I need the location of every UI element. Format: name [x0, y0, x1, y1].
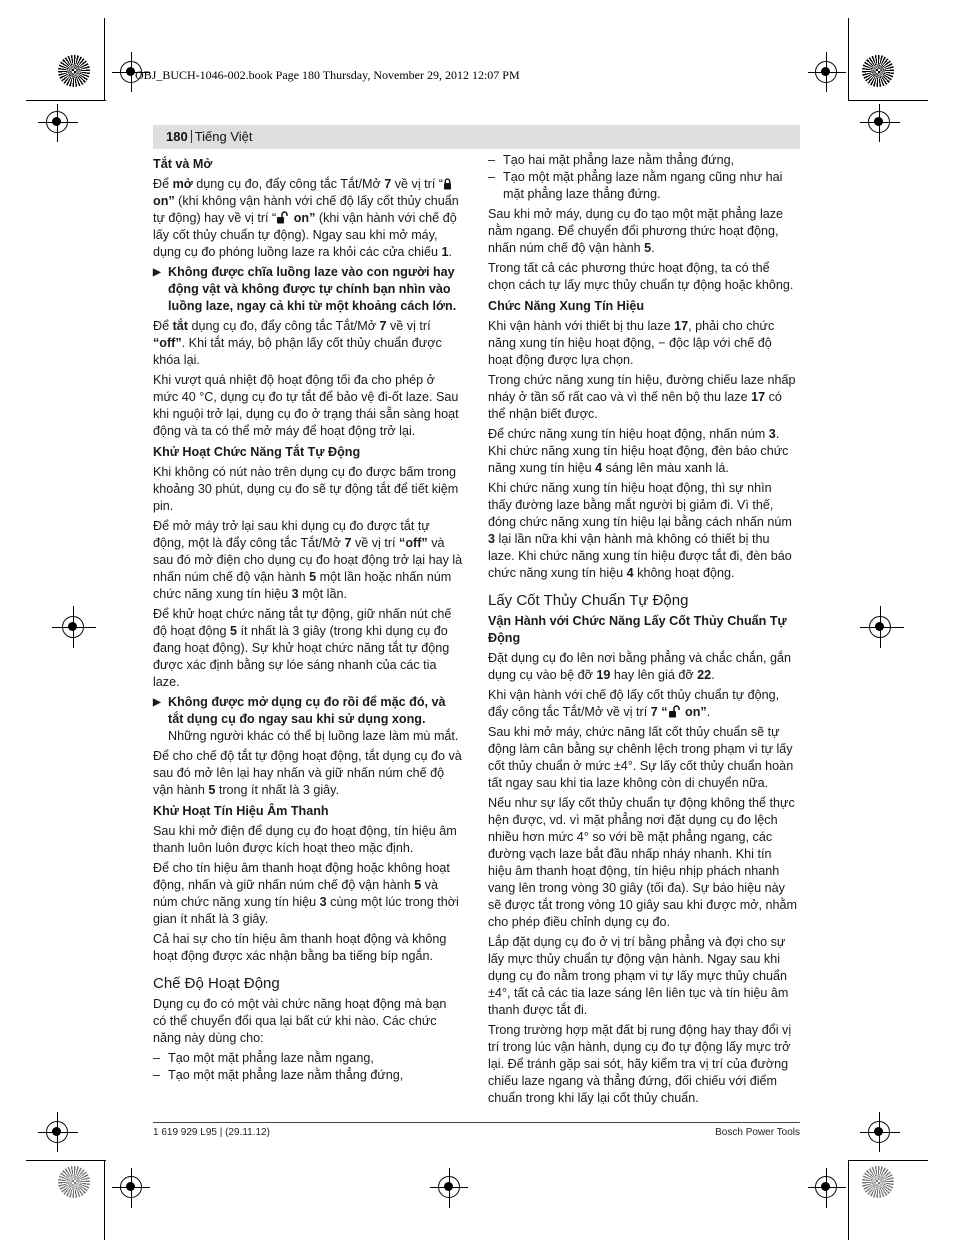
paragraph-pulse-2: Trong chức năng xung tín hiệu, đường chiếu laze nhấp nháy ở tần số rất cao và vì thế nên bộ thu laze 17 có thể nhận biết được. — [488, 373, 796, 421]
crop-mark — [26, 100, 106, 101]
registration-target — [868, 1121, 890, 1143]
registration-target — [815, 61, 837, 83]
crop-mark — [26, 1160, 106, 1161]
paragraph-pulse-3: Để chức năng xung tín hiệu hoạt động, nhấn núm 3. Khi chức năng xung tín hiệu hoạt động, đèn báo chức năng xung tín hiệu 4 sáng lên màu xanh lá. — [488, 427, 789, 475]
paragraph-sound-2: Để cho tín hiệu âm thanh hoạt động hoặc không hoạt động, nhấn và giữ nhấn núm chế độ vận hành 5 và núm chức năng xung tín hiệu 3 cùng một lúc trong thời gian ít nhất là 3 giây. — [153, 861, 459, 926]
registration-target — [120, 1176, 142, 1198]
paragraph-levelling-5: Lắp đặt dụng cụ đo ở vị trí bằng phẳng và đợi cho sự lấy mực thủy chuẩn tự động vận hành. Ngay sau khi dụng cụ đo nằm trong phạm vi tự lấy mực thủy chuẩn ±4°, tất cả các tia laze sáng lên liên tục và tín hiệu âm thanh được tắt đi. — [488, 935, 789, 1017]
warning-unattended: ▶ Không được mở dụng cụ đo rồi để mặc đó, và tắt dụng cụ đo ngay sau khi sử dụng xong. Những người khác có thể bị luồng laze làm mù mắt. — [153, 695, 459, 743]
paragraph-temperature: Khi vượt quá nhiệt độ hoạt động tối đa cho phép ở mức 40 °C, dụng cụ đo tự tắt để bảo vệ đi-ốt laze. Sau khi nguội trở lại, dụng cụ đo ở trạng thái sẵn sàng hoạt động và ta có thể mở máy để hoạt động trở lại. — [153, 373, 459, 438]
color-bar-starburst — [58, 1166, 90, 1198]
paragraph-levelling-6: Trong trường hợp mặt đất bị rung động hay thay đổi vị trí trong lúc vận hành, dụng cụ đo tự động lấy mực trở lại. Để tránh gặp sai sót, hãy kiểm tra vị trí của đường chiếu laze ngang và thẳng đứng, đối chiếu với điểm chuẩn trong khi lấy lại cốt thủy chuẩn. — [488, 1023, 792, 1105]
triangle-bullet-icon: ▶ — [153, 267, 161, 278]
crop-mark — [848, 100, 928, 101]
crop-mark — [848, 1160, 928, 1161]
paragraph-mode-levelling: Trong tất cả các phương thức hoạt động, ta có thể chọn cách tự lấy mực thủy chuẩn tự động hoặc không. — [488, 261, 794, 292]
left-column — [153, 152, 463, 1084]
registration-target — [62, 616, 84, 638]
paragraph-auto-off-3: Để khử hoạt chức năng tắt tự động, giữ nhấn nút chế độ hoạt động 5 ít nhất là 3 giây (trong khi dụng cụ đo đang hoạt động). Sự khử hoạt chức năng tắt tự động được xác định bằng sự lóe sáng nhanh của các tia laze. — [153, 607, 452, 689]
paragraph-auto-off-4: Để cho chế độ tắt tự động hoạt động, tắt dụng cụ đo và sau đó mở lên lại hay nhấn và giữ nhấn núm chế độ vận hành 5 trong ít nhất là 3 giây. — [153, 749, 462, 797]
list-item: – Tạo hai mặt phẳng laze nằm thẳng đứng, — [488, 153, 735, 167]
crop-mark — [104, 18, 105, 100]
registration-target — [438, 1176, 460, 1198]
heading-pulse: Chức Năng Xung Tín Hiệu — [488, 299, 645, 313]
print-info: OBJ_BUCH-1046-002.book Page 180 Thursday, November 29, 2012 12:07 PM — [135, 68, 520, 82]
heading-levelling-operation: Vận Hành với Chức Năng Lấy Cốt Thủy Chuẩn Tự Động — [488, 614, 787, 645]
crop-mark — [848, 18, 849, 100]
list-item: – Tạo một mặt phẳng laze nằm thẳng đứng, — [153, 1068, 404, 1082]
registration-target — [46, 111, 68, 133]
heading-sound: Khử Hoạt Tín Hiệu Âm Thanh — [153, 804, 329, 818]
registration-target — [46, 1121, 68, 1143]
lock-icon — [443, 178, 452, 190]
paragraph-levelling-3: Sau khi mở máy, chức năng lất cốt thủy chuẩn sẽ tự động làm cân bằng sự chênh lệch trong phạm vi tự lấy cốt thủy chuẩn ở mức ±4°. Sự lấy cốt thủy chuẩn hoàn tất ngay sau khi tia laze không còn di chuyển nữa. — [488, 725, 794, 790]
heading-auto-levelling: Lấy Cốt Thủy Chuẩn Tự Động — [488, 592, 689, 609]
heading-auto-off: Khử Hoạt Chức Năng Tắt Tự Động — [153, 445, 361, 459]
paragraph-switch-off: Để tắt dụng cụ đo, đẩy công tắc Tắt/Mở 7 về vị trí “off”. Khi tắt máy, bộ phận lấy cốt thủy chuẩn được khóa lại. — [153, 319, 442, 367]
paragraph-pulse-1: Khi vận hành với thiết bị thu laze 17, phải cho chức năng xung tín hiệu hoạt động, − độc lập với chế độ hoạt động được lựa chọn. — [488, 319, 775, 367]
list-item: – Tạo một mặt phẳng laze nằm ngang cũng như hai mặt phẳng laze thẳng đứng. — [488, 170, 783, 201]
footer-rule — [153, 1122, 800, 1123]
registration-target — [815, 1176, 837, 1198]
unlock-icon — [668, 705, 682, 718]
triangle-bullet-icon: ▶ — [153, 697, 161, 708]
registration-target — [869, 616, 891, 638]
paragraph-modes: Dụng cụ đo có một vài chức năng hoạt động mà bạn có thể chuyển đổi qua lại bất cứ khi nào. Các chức năng này dùng cho: — [153, 997, 447, 1045]
warning-laser-eyes: ▶ Không được chĩa luồng laze vào con người hay động vật và không được tự chính bạn nhìn vào luồng laze, ngay cả khi từ một khoảng cách lớn. — [153, 265, 457, 313]
paragraph-levelling-2: Khi vận hành với chế độ lấy cốt thủy chuẩn tự động, đẩy công tắc Tắt/Mở về vị trí 7 “ on”. — [488, 688, 780, 719]
paragraph-auto-off-2: Để mở máy trở lại sau khi dụng cụ đo được tắt tự động, một là đẩy công tắc Tắt/Mở 7 về vị trí “off” và sau đó mở điện cho dụng cụ đo hoạt động trở lại hay là nhấn núm chế độ vận hành 5 một lần hoặc nhấn núm chức năng xung tín hiệu 3 một lần. — [153, 519, 463, 601]
paragraph-sound-1: Sau khi mở điện để dụng cụ đo hoạt động, tín hiệu âm thanh luôn luôn được kích hoạt theo mặc định. — [153, 824, 457, 855]
page-header — [166, 129, 253, 144]
footer-brand: Bosch Power Tools — [715, 1127, 800, 1138]
heading-on-off: Tắt và Mở — [153, 157, 213, 171]
color-bar-starburst — [862, 1166, 894, 1198]
paragraph-switch-on: Để mở dụng cụ đo, đẩy công tắc Tắt/Mở 7 về vị trí “ on” (khi không vận hành với chế độ lấy cốt thủy chuẩn tự động) hay về vị trí “ on” (khi vận hành với chế độ lấy cốt thủy chuẩn tự động). Ngay sau khi mở máy, dụng cụ đo phóng luồng laze ra khỏi các cửa chiếu 1. — [153, 177, 459, 259]
right-column — [488, 152, 798, 1110]
registration-target — [868, 111, 890, 133]
paragraph-mode-switch: Sau khi mở máy, dụng cụ đo tạo một mặt phẳng laze nằm ngang. Để chuyển đổi phương thức hoạt động, nhấn núm chế độ vận hành 5. — [488, 207, 784, 255]
footer-doc-id: 1 619 929 L95 | (29.11.12) — [153, 1127, 270, 1138]
color-bar-starburst — [58, 55, 90, 87]
unlock-icon — [276, 211, 290, 224]
header-separator — [191, 130, 192, 143]
crop-mark — [848, 1160, 849, 1240]
heading-operating-modes: Chế Độ Hoạt Động — [153, 975, 280, 992]
paragraph-pulse-4: Khi chức năng xung tín hiệu hoạt động, thì sự nhìn thấy đường laze bằng mắt người bị giảm đi. Vì thế, đóng chức năng xung tín hiệu lại bằng cách nhấn núm 3 lại lần nữa khi vận hành mà không có thiết bị thu laze. Khi chức năng xung tín hiệu được tắt đi, đèn báo chức năng xung tín hiệu 4 không hoạt động. — [488, 481, 792, 580]
header-language: Tiếng Việt — [194, 129, 253, 144]
paragraph-levelling-4: Nếu như sự lấy cốt thủy chuẩn tự động không thể thực hện được, vd. vì mặt phẳng nơi đặt dụng cụ đo lệch nhiều hơn mức 4° so với bề mặt phẳng ngang, các đường vạch laze bắt đầu nhấp nháy nhanh. Khi tín hiệu âm thanh hoạt động, tín hiệu nhịp phách nhanh vang lên trong vòng 30 giây (tối đa). Sự báo hiệu này sẽ được tắt trong vòng 10 giây sau khi được mở, nhằm cho phép điều chỉnh dụng cụ đo. — [488, 796, 798, 929]
page-number: 180 — [166, 129, 188, 144]
paragraph-auto-off-1: Khi không có nút nào trên dụng cụ đo được bấm trong khoảng 30 phút, dụng cụ đo sẽ tự động tắt để tiết kiệm pin. — [153, 465, 459, 513]
list-item: – Tạo một mặt phẳng laze nằm ngang, — [153, 1051, 374, 1065]
crop-mark — [104, 1160, 105, 1240]
paragraph-sound-3: Cả hai sự cho tín hiệu âm thanh hoạt động và không hoạt động được xác nhận bằng ba tiếng bíp ngắn. — [153, 932, 447, 963]
color-bar-starburst — [862, 55, 894, 87]
paragraph-levelling-1: Đặt dụng cụ đo lên nơi bằng phẳng và chắc chắn, gắn dụng cụ vào bệ đỡ 19 hay lên giá đỡ 22. — [488, 651, 792, 682]
